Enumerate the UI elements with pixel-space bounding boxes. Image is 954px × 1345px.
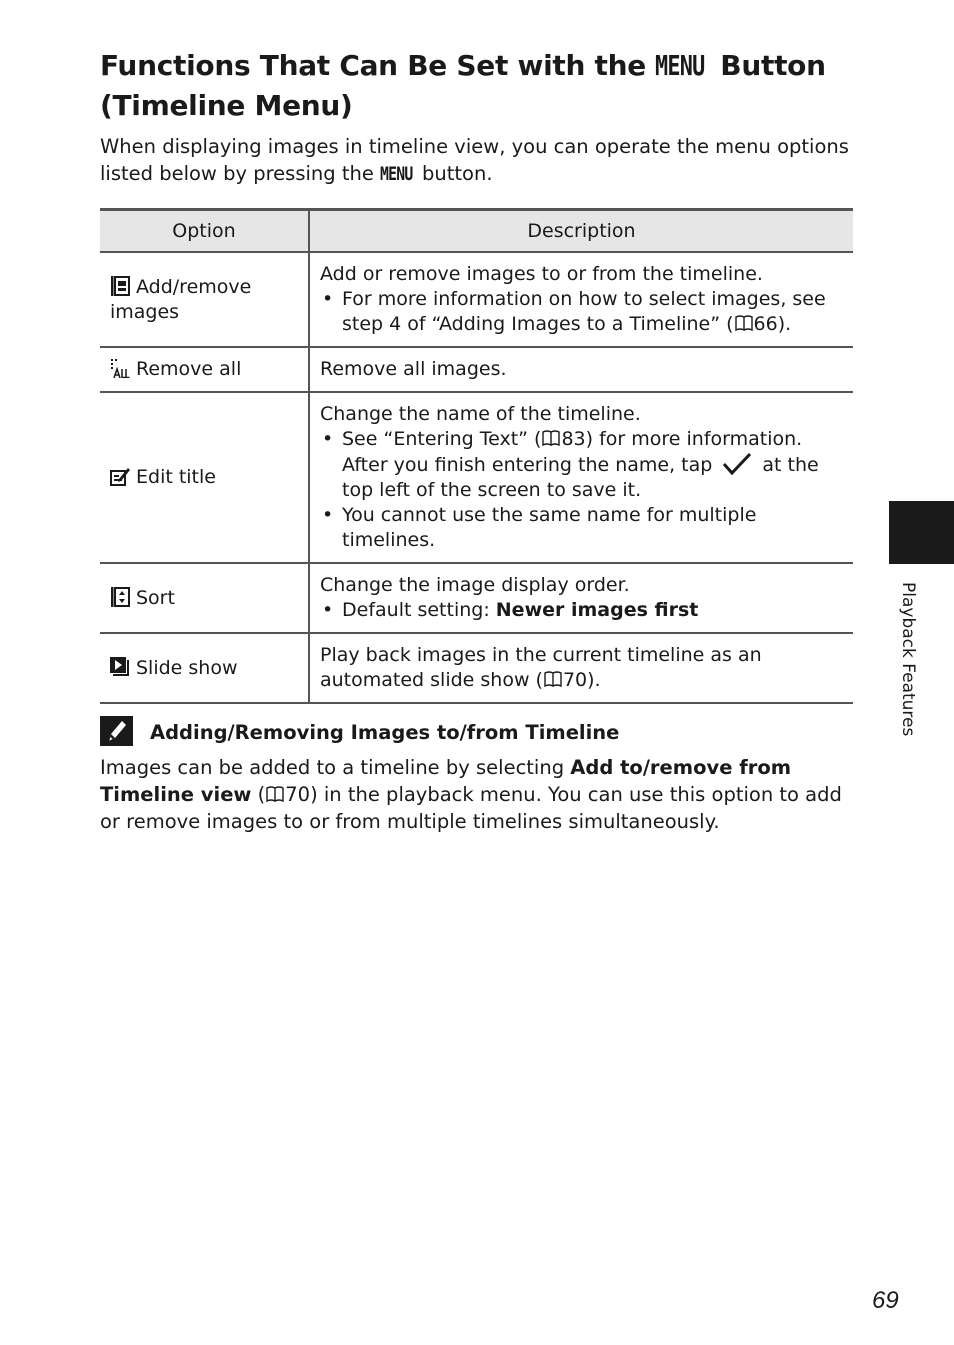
page-reference-icon: [542, 429, 560, 447]
page-reference-number: 83: [561, 428, 586, 450]
description-bullets: [320, 287, 841, 337]
description-cell: [309, 347, 853, 392]
note-heading: [100, 716, 860, 750]
description-bullets: [320, 598, 841, 623]
section-label: [892, 582, 922, 762]
page-reference-icon: [544, 670, 562, 688]
description-text: Change the name of the timeline.: [320, 403, 641, 425]
table-header-row: [100, 210, 853, 253]
option-label: Sort: [136, 586, 175, 609]
option-label: Add/remove images: [110, 275, 252, 323]
page-reference-number: 70: [562, 669, 588, 691]
bullet-item: [320, 598, 841, 623]
default-setting-label: Default setting:: [342, 599, 496, 621]
description-text: Add or remove images to or from the timeline.: [320, 263, 763, 285]
description-bullets: [320, 427, 841, 553]
page-reference-icon: [266, 785, 284, 803]
bullet-text-end: ).: [777, 313, 792, 335]
pencil-icon: [100, 716, 133, 746]
slide-show-icon: [110, 657, 130, 677]
section-tab-marker: [889, 501, 954, 564]
remove-all-icon: [110, 358, 130, 378]
note-text-paren: (: [251, 783, 266, 806]
bullet-text: See “Entering Text” (: [342, 428, 542, 450]
description-text: Change the image display order.: [320, 574, 630, 596]
table-row: [100, 347, 853, 392]
description-cell: [309, 252, 853, 347]
page-reference-icon: [735, 314, 753, 332]
description-cell: [309, 392, 853, 563]
option-cell: [100, 392, 309, 563]
option-cell: [100, 633, 309, 703]
edit-title-icon: [110, 466, 130, 486]
option-cell: [100, 347, 309, 392]
description-column-header: Description: [309, 210, 853, 253]
page-title: [100, 46, 860, 126]
sort-icon: [110, 587, 130, 607]
page-reference-number: 66: [753, 313, 778, 335]
option-cell: [100, 563, 309, 633]
description-text-start: Play back images in the current timeline as an automated slide show (: [320, 644, 762, 691]
title-text-start: Functions That Can Be Set with the: [100, 49, 656, 82]
title-text-end: Button (Timeline Menu): [100, 49, 826, 122]
checkmark-icon: [722, 452, 752, 476]
menu-button-glyph: MENU: [655, 49, 705, 82]
table-row: [100, 563, 853, 633]
page-reference-number: 70: [285, 783, 311, 806]
option-label: Slide show: [136, 656, 238, 679]
description-cell: [309, 563, 853, 633]
intro-text-end: button.: [415, 162, 493, 185]
option-column-header: Option: [100, 210, 309, 253]
menu-button-glyph-inline: MENU: [380, 163, 413, 185]
menu-option-name: Add to/remove from Timeline view: [100, 756, 792, 806]
table-row: [100, 252, 853, 347]
option-label: Remove all: [136, 358, 242, 380]
option-cell: [100, 252, 309, 347]
add-remove-images-icon: [110, 276, 130, 296]
timeline-menu-options-table: [100, 208, 853, 704]
description-text-end: ).: [587, 669, 601, 691]
option-label: Edit title: [136, 466, 216, 488]
note-text-start: Images can be added to a timeline by selecting: [100, 756, 571, 779]
table-row: [100, 633, 853, 703]
note-body: [100, 754, 860, 835]
page-number: 69: [872, 1287, 899, 1314]
bullet-item: [320, 287, 841, 337]
default-setting-value: Newer images first: [495, 599, 699, 621]
description-text: Remove all images.: [320, 358, 507, 380]
table-row: [100, 392, 853, 563]
section-label-text: Playback Features: [898, 582, 918, 737]
bullet-item: [320, 427, 841, 503]
note-text-end: ) in the playback menu. You can use this option to add or remove images to or from multiple timelines simultaneously.: [100, 783, 842, 833]
intro-paragraph: [100, 133, 860, 188]
bullet-text-mid: ) for more information. After you finish entering the name, tap: [342, 428, 803, 476]
bullet-text-end: at the top left of the screen to save it.: [342, 454, 819, 501]
bullet-text: For more information on how to select images, see step 4 of “Adding Images to a Timeline” (: [342, 288, 826, 335]
note-title: Adding/Removing Images to/from Timeline: [150, 721, 620, 744]
intro-text-start: When displaying images in timeline view, you can operate the menu options listed below by pressing the: [100, 135, 849, 185]
description-cell: [309, 633, 853, 703]
description-text: [320, 643, 841, 693]
bullet-item: • You cannot use the same name for multiple timelines.: [320, 503, 841, 553]
